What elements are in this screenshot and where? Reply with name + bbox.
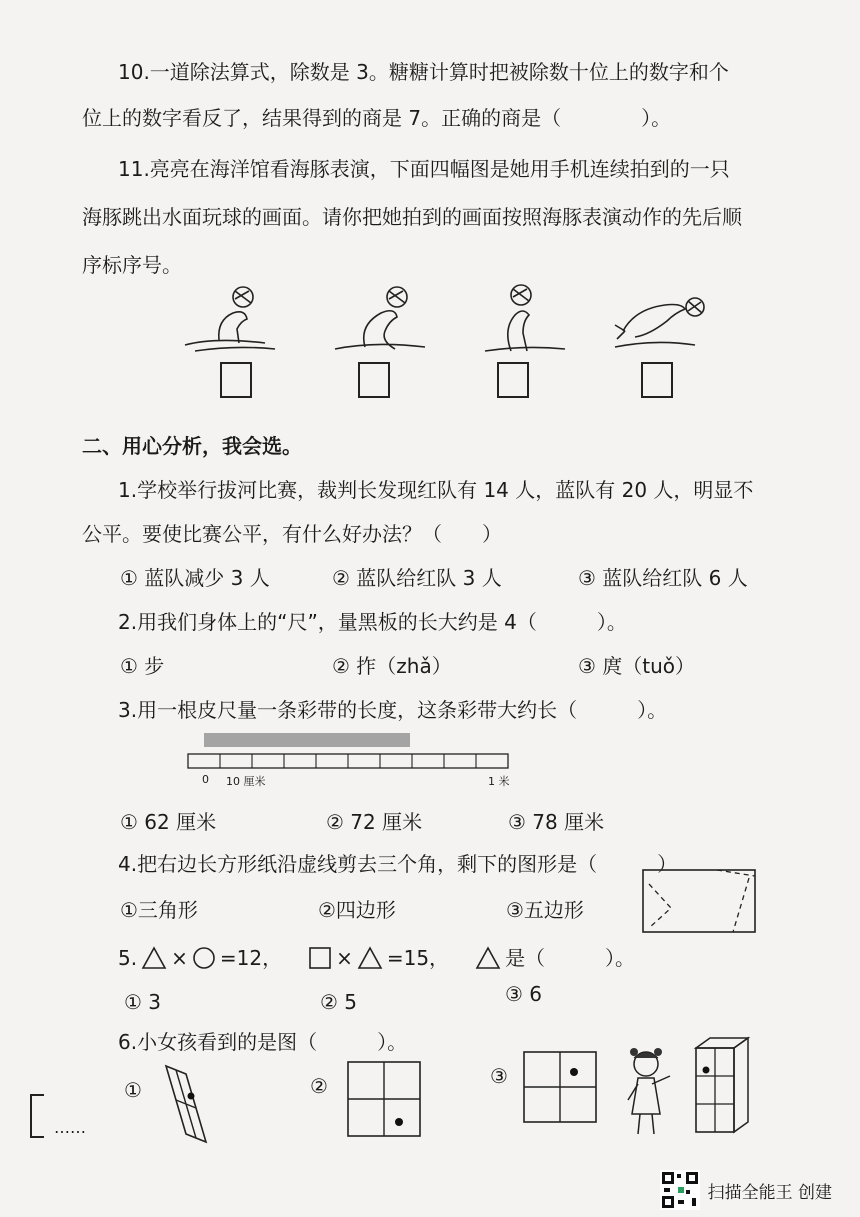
view-figure-1 <box>162 1064 212 1144</box>
c5-times-1: × <box>171 946 188 970</box>
q10-line2: 位上的数字看反了，结果得到的商是 7。正确的商是（ ）。 <box>82 106 672 130</box>
dolphin-pictures <box>175 285 735 365</box>
c5-eq1: =12， <box>219 946 283 970</box>
c5-tail: 是（ ）。 <box>505 946 636 970</box>
order-box-3[interactable] <box>497 362 529 398</box>
c1-option-1[interactable]: ① 蓝队减少 3 人 <box>120 566 270 590</box>
c6-line1: 6.小女孩看到的是图（ ）。 <box>118 1030 408 1054</box>
section-title: 二、用心分析，我会选。 <box>82 434 302 458</box>
square-icon <box>308 946 332 970</box>
footer-text: 扫描全能王 创建 <box>707 1182 832 1203</box>
triangle-icon <box>475 946 501 970</box>
order-box-2[interactable] <box>358 362 390 398</box>
c6-option-2[interactable]: ② <box>310 1074 328 1098</box>
cube-stack <box>690 1036 754 1136</box>
c4-option-3[interactable]: ③五边形 <box>506 898 584 922</box>
ruler-label-10cm: 10 厘米 <box>226 775 266 788</box>
c2-option-1[interactable]: ① 步 <box>120 654 165 678</box>
q11-line1: 11.亮亮在海洋馆看海豚表演，下面四幅图是她用手机连续拍到的一只 <box>118 157 730 181</box>
c6-option-3[interactable]: ③ <box>490 1064 508 1088</box>
dolphin-picture-3 <box>485 285 565 351</box>
triangle-icon <box>357 946 383 970</box>
c6-option-1[interactable]: ① <box>124 1078 142 1102</box>
c2-option-3[interactable]: ③ 庹（tuǒ） <box>578 654 696 678</box>
view-figure-2 <box>346 1060 426 1140</box>
continue-ellipsis: …… <box>54 1118 86 1137</box>
ruler-label-0: 0 <box>202 773 209 786</box>
c1-line2: 公平。要使比赛公平，有什么好办法？（ ） <box>82 522 502 546</box>
c1-line1: 1.学校举行拔河比赛，裁判长发现红队有 14 人，蓝队有 20 人，明显不 <box>118 478 754 502</box>
girl-illustration <box>622 1044 682 1140</box>
dolphin-picture-2 <box>335 287 425 349</box>
c2-line1: 2.用我们身体上的“尺”，量黑板的长大约是 4（ ）。 <box>118 610 627 634</box>
q11-line3: 序标序号。 <box>82 253 182 277</box>
c3-option-3[interactable]: ③ 78 厘米 <box>508 810 605 834</box>
circle-icon <box>192 946 216 970</box>
c4-option-2[interactable]: ②四边形 <box>318 898 396 922</box>
c1-option-2[interactable]: ② 蓝队给红队 3 人 <box>332 566 502 590</box>
ruler-label-1m: 1 米 <box>488 775 510 788</box>
c3-option-1[interactable]: ① 62 厘米 <box>120 810 217 834</box>
dolphin-picture-4 <box>615 298 704 347</box>
order-box-4[interactable] <box>641 362 673 398</box>
q10-line1: 10.一道除法算式，除数是 3。糖糖计算时把被除数十位上的数字和个 <box>118 60 729 84</box>
triangle-icon <box>141 946 167 970</box>
c3-line1: 3.用一根皮尺量一条彩带的长度，这条彩带大约长（ ）。 <box>118 698 668 722</box>
c4-line1: 4.把右边长方形纸沿虚线剪去三个角，剩下的图形是（ ） <box>118 852 678 876</box>
rectangle-paper <box>641 868 761 938</box>
c2-option-2[interactable]: ② 拃（zhǎ） <box>332 654 452 678</box>
c1-option-3[interactable]: ③ 蓝队给红队 6 人 <box>578 566 748 590</box>
ribbon <box>204 733 410 747</box>
c5-prefix: 5. <box>118 946 138 970</box>
tape-measure <box>186 752 516 774</box>
c5-eq2: =15， <box>386 946 450 970</box>
dolphin-picture-1 <box>185 287 275 351</box>
view-figure-3 <box>522 1050 604 1126</box>
c5-line1 <box>118 944 635 972</box>
order-box-1[interactable] <box>220 362 252 398</box>
scanner-footer <box>660 1170 832 1210</box>
c5-times-2: × <box>336 946 353 970</box>
q11-line2: 海豚跳出水面玩球的画面。请你把她拍到的画面按照海豚表演动作的先后顺 <box>82 205 742 229</box>
c5-option-3[interactable]: ③ 6 <box>505 982 543 1006</box>
c5-option-1[interactable]: ① 3 <box>124 990 162 1014</box>
c5-option-2[interactable]: ② 5 <box>320 990 358 1014</box>
c4-option-1[interactable]: ①三角形 <box>120 898 198 922</box>
c3-option-2[interactable]: ② 72 厘米 <box>326 810 423 834</box>
qr-code-icon <box>660 1170 700 1210</box>
page-edge-mark <box>30 1094 44 1138</box>
